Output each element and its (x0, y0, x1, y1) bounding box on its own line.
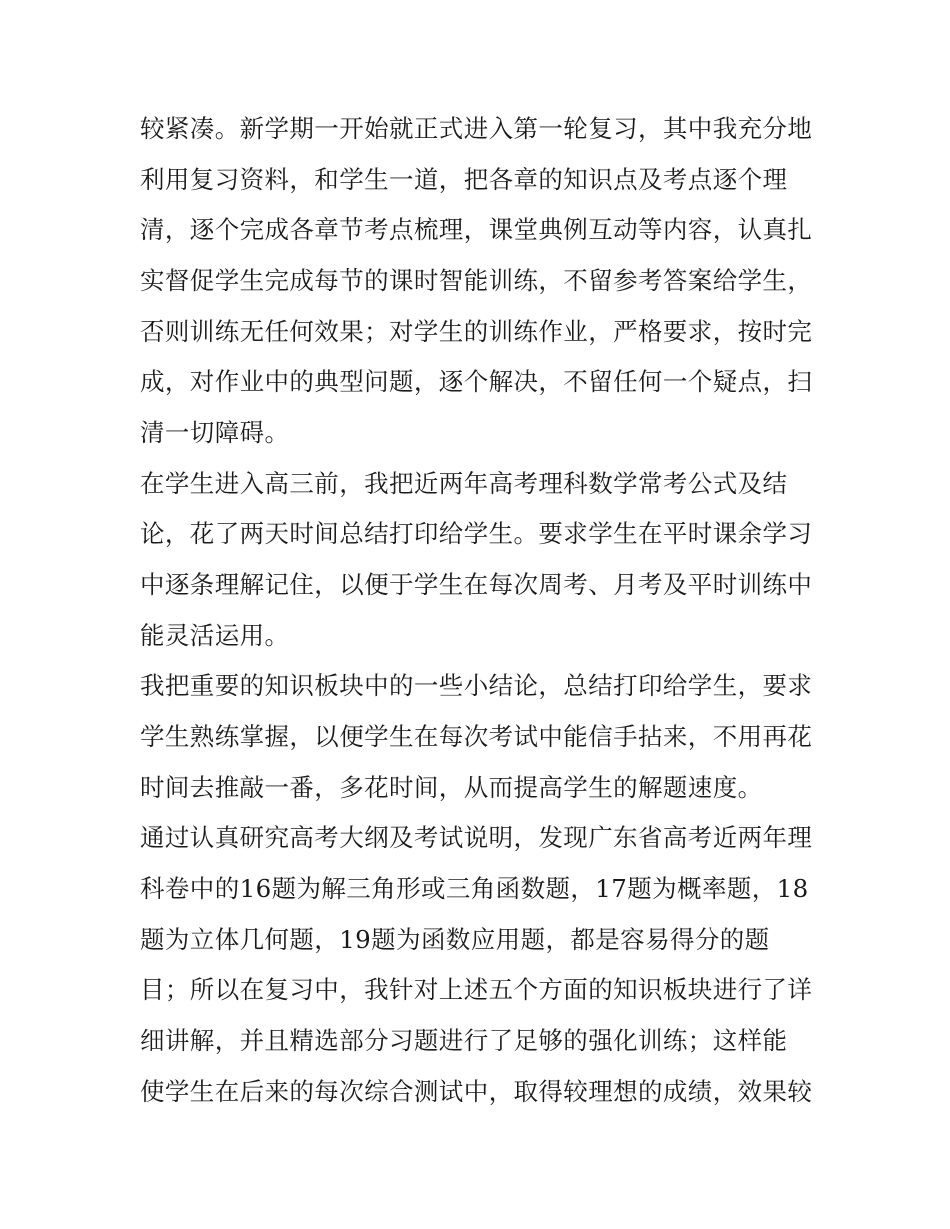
text-line: 清一切障碍。 (140, 418, 290, 447)
text-line: 论，花了两天时间总结打印给学生。要求学生在平时课余学习 (140, 519, 813, 548)
text-line: 较紧凑。新学期一开始就正式进入第一轮复习，其中我充分地 (140, 114, 813, 143)
text-line: 时间去推敲一番，多花时间，从而提高学生的解题速度。 (140, 773, 763, 802)
text-line: 利用复习资料，和学生一道，把各章的知识点及考点逐个理 (140, 165, 788, 194)
text-line: 我把重要的知识板块中的一些小结论，总结打印给学生，要求 (140, 671, 813, 700)
text-line: 题为立体几何题，19题为函数应用题，都是容易得分的题 (140, 925, 770, 954)
text-line: 清，逐个完成各章节考点梳理，课堂典例互动等内容，认真扎 (140, 215, 813, 244)
text-line: 使学生在后来的每次综合测试中，取得较理想的成绩，效果较 (140, 1077, 813, 1106)
text-line: 科卷中的16题为解三角形或三角函数题，17题为概率题，18 (140, 874, 809, 903)
text-line: 细讲解，并且精选部分习题进行了足够的强化训练；这样能 (140, 1026, 788, 1055)
text-line: 学生熟练掌握，以便学生在每次考试中能信手拈来，不用再花 (140, 722, 813, 751)
text-line: 否则训练无任何效果；对学生的训练作业，严格要求，按时完 (140, 317, 813, 346)
text-line: 在学生进入高三前，我把近两年高考理科数学常考公式及结 (140, 469, 788, 498)
text-line: 通过认真研究高考大纲及考试说明，发现广东省高考近两年理 (140, 823, 813, 852)
text-line: 成，对作业中的典型问题，逐个解决，不留任何一个疑点，扫 (140, 367, 813, 396)
text-line: 中逐条理解记住，以便于学生在每次周考、月考及平时训练中 (140, 570, 813, 599)
text-line: 目；所以在复习中，我针对上述五个方面的知识板块进行了详 (140, 975, 813, 1004)
text-line: 实督促学生完成每节的课时智能训练，不留参考答案给学生， (140, 266, 813, 295)
text-line: 能灵活运用。 (140, 621, 290, 650)
